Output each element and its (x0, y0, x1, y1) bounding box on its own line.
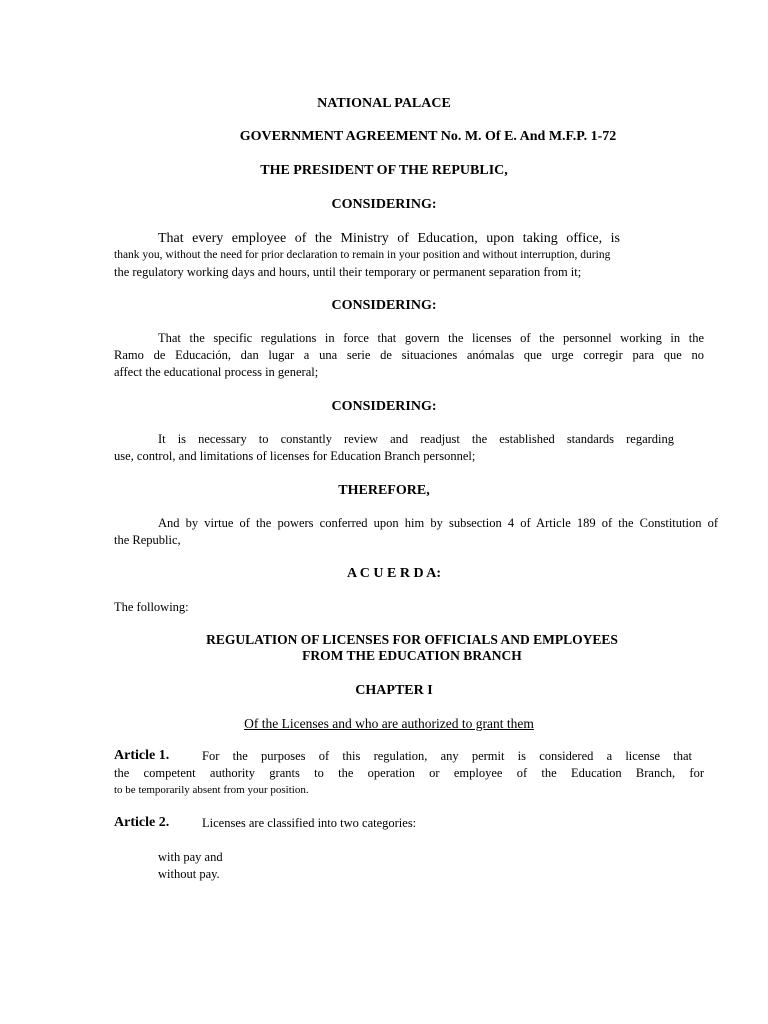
paragraph-1-line-3: the regulatory working days and hours, until their temporary or permanent separation from it; (114, 265, 582, 279)
paragraph-3-line-2: use, control, and limitations of licenses for Education Branch personnel; (114, 449, 476, 463)
paragraph-2-line-2: Ramo de Educación, dan lugar a una serie de situaciones anómalas que urge corregir para que no (114, 348, 704, 362)
article-1-label: Article 1. (114, 748, 170, 763)
paragraph-3-line-1: It is necessary to constantly review and readjust the established standards regarding (158, 432, 674, 446)
paragraph-2-line-1: That the specific regulations in force that govern the licenses of the personnel working in the (158, 331, 704, 345)
article-2-item-1: with pay and (158, 850, 223, 864)
chapter-title: CHAPTER I (355, 683, 433, 698)
paragraph-4-line-1: And by virtue of the powers conferred upon him by subsection 4 of Article 189 of the Constitution of (158, 516, 718, 530)
heading-considering-3: CONSIDERING: (331, 399, 437, 414)
regulation-title-line-1: REGULATION OF LICENSES FOR OFFICIALS AND EMPLOYEES (206, 632, 618, 647)
heading-acuerda: A C U E R D A: (346, 566, 442, 581)
regulation-title-line-2: FROM THE EDUCATION BRANCH (302, 648, 522, 663)
heading-therefore: THEREFORE, (338, 483, 430, 498)
heading-government-agreement: GOVERNMENT AGREEMENT No. M. Of E. And M.F.P. 1-72 (239, 129, 617, 144)
heading-considering-1: CONSIDERING: (331, 197, 437, 212)
article-1-line-2: the competent authority grants to the operation or employee of the Education Branch, for (114, 766, 704, 780)
chapter-subtitle: Of the Licenses and who are authorized to grant them (244, 716, 534, 731)
paragraph-1-line-1: That every employee of the Ministry of Education, upon taking office, is (158, 231, 620, 246)
following-text: The following: (114, 600, 189, 614)
paragraph-4-line-2: the Republic, (114, 533, 181, 547)
heading-considering-2: CONSIDERING: (331, 298, 437, 313)
article-2-item-2: without pay. (158, 867, 220, 881)
heading-national-palace: NATIONAL PALACE (317, 96, 451, 111)
article-1-line-1: For the purposes of this regulation, any permit is considered a license that (202, 749, 692, 763)
paragraph-1-line-2: thank you, without the need for prior declaration to remain in your position and without interruption, during (114, 249, 611, 261)
paragraph-2-line-3: affect the educational process in general; (114, 365, 319, 379)
heading-president: THE PRESIDENT OF THE REPUBLIC, (260, 163, 508, 178)
article-2-line-1: Licenses are classified into two categories: (202, 816, 417, 830)
article-2-label: Article 2. (114, 815, 170, 830)
article-1-line-3: to be temporarily absent from your position. (114, 784, 309, 796)
